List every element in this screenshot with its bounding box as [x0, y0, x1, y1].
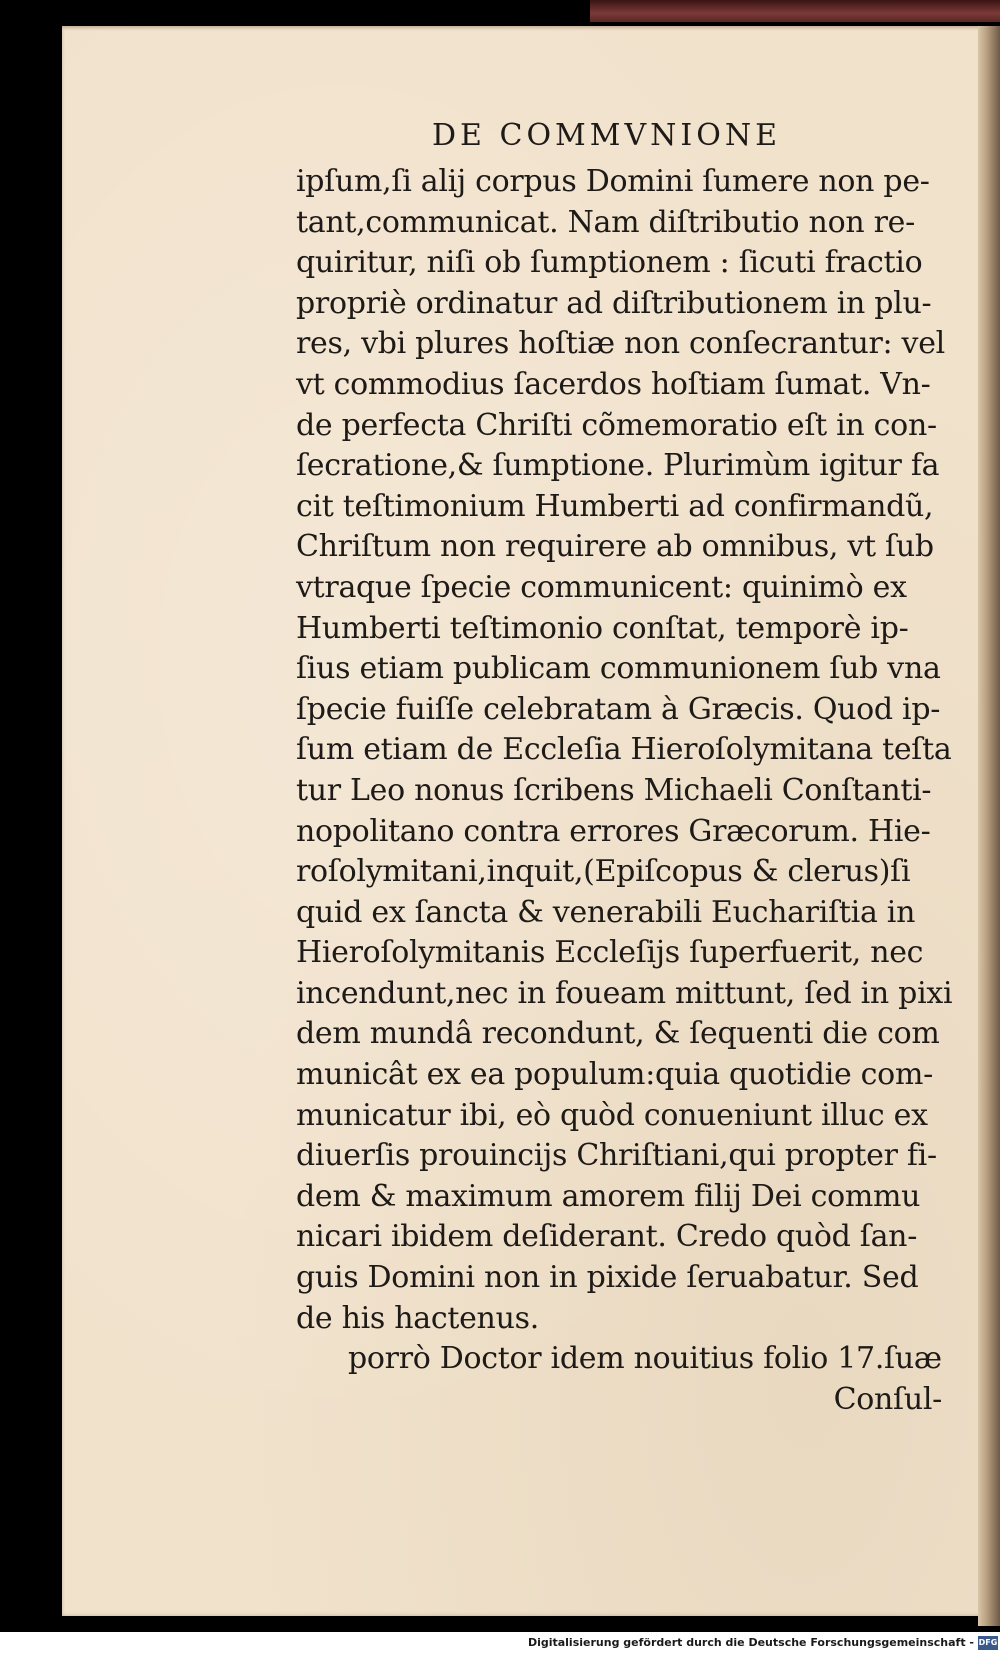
- dfg-logo-icon: DFG: [978, 1636, 998, 1650]
- running-head: DE COMMVNIONE: [432, 118, 781, 153]
- text-line: propriè ordinatur ad diſtributionem in plu-: [296, 285, 932, 321]
- text-line: nopolitano contra errores Græcorum. Hie-: [296, 813, 931, 849]
- footer-bar: [0, 1632, 1000, 1658]
- text-line: res, vbi plures hoſtiæ non conſecrantur: vel: [296, 326, 945, 362]
- text-line: tur Leo nonus ſcribens Michaeli Conſtanti-: [296, 772, 932, 808]
- catchword: Conſul-: [833, 1381, 942, 1417]
- text-line: vt commodius ſacerdos hoſtiam ſumat. Vn-: [296, 366, 931, 402]
- text-line: municât ex ea populum:quia quotidie com-: [296, 1057, 933, 1093]
- binding-edge: [590, 0, 1000, 22]
- text-line: Hieroſolymitanis Eccleſijs ſuperfuerit, nec: [296, 935, 924, 971]
- text-line: Humberti teſtimonio conſtat, temporè ip-: [296, 610, 909, 646]
- text-line: quiritur, niſi ob ſumptionem : ſicuti fractio: [296, 245, 923, 281]
- text-line: dem mundâ recondunt, & ſequenti die com: [296, 1016, 940, 1052]
- text-line: roſolymitani,inquit,(Epiſcopus & clerus)ſi: [296, 854, 911, 890]
- text-line: de his hactenus.: [296, 1300, 539, 1336]
- text-line: ſecratione,& ſumptione. Plurimùm igitur fa: [296, 448, 940, 484]
- text-line: ſpecie fuiſſe celebratam à Græcis. Quod ip-: [296, 691, 941, 727]
- text-line: nicari ibidem deſiderant. Credo quòd ſan-: [296, 1219, 918, 1255]
- text-line: cit teſtimonium Humberti ad confirmandũ,: [296, 488, 934, 524]
- text-line: ſum etiam de Eccleſia Hieroſolymitana teſta: [296, 732, 952, 768]
- text-line: quid ex ſancta & venerabili Euchariſtia in: [296, 894, 916, 930]
- text-line: Chriſtum non requirere ab omnibus, vt ſub: [296, 529, 934, 565]
- body-text: [296, 162, 986, 1420]
- text-line: tant,communicat. Nam diſtributio non re-: [296, 204, 915, 240]
- text-line: de perfecta Chriſti cõmemoratio eſt in con-: [296, 407, 937, 443]
- digitization-credit: Digitalisierung gefördert durch die Deutsche Forschungsgemeinschaft -: [527, 1636, 974, 1649]
- text-line: guis Domini non in pixide ſeruabatur. Sed: [296, 1260, 919, 1296]
- text-line: incendunt,nec in foueam mittunt, ſed in pixi: [296, 975, 953, 1011]
- text-line: municatur ibi, eò quòd conueniunt illuc ex: [296, 1097, 928, 1133]
- text-line: dem & maximum amorem filij Dei commu: [296, 1178, 921, 1214]
- text-line: vtraque ſpecie communicent: quinimò ex: [296, 569, 907, 605]
- text-line: ſius etiam publicam communionem ſub vna: [296, 651, 941, 687]
- text-line: ipſum,ſi alij corpus Domini ſumere non pe-: [296, 164, 930, 199]
- text-line: diuerſis prouincijs Chriſtiani,qui propter fi-: [296, 1138, 937, 1174]
- paragraph-start-line: porrò Doctor idem nouitius folio 17.ſuæ: [348, 1341, 942, 1377]
